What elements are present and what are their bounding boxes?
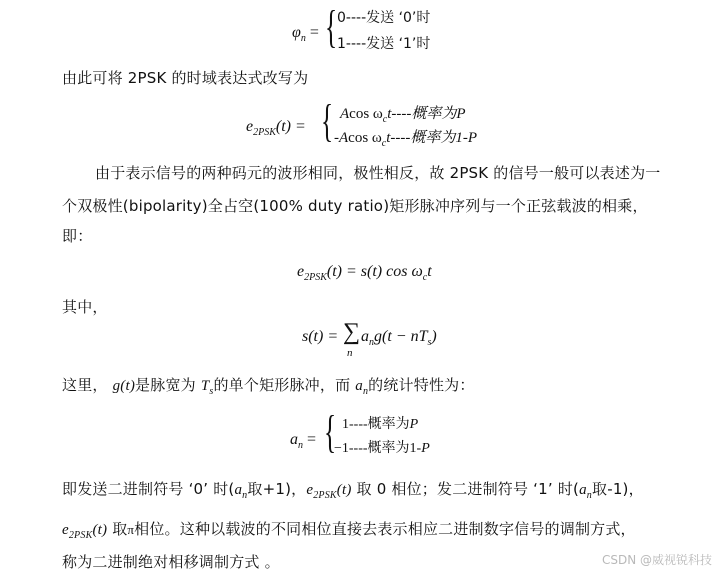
- para-phase-pi: $e_{2PSK}(t)$ 取π相位。这种以载波的不同相位直接去表示相应二进制数字信号的调制方式，: [62, 520, 636, 541]
- para-here: 这里， g(t)是脉宽为 $T_s$的单个矩形脉冲，而 $a_n$的统计特性为：: [62, 376, 475, 397]
- para-send-zero-one: 即发送二进制符号 ‘0’ 时($a_n$取+1)，$e_{2PSK}(t)$ 取 0 相位；发二进制符号 ‘1’ 时($a_n$取-1)，: [62, 480, 644, 501]
- eq-phi-line2: 1----发送 ‘1’时: [337, 36, 431, 52]
- watermark: CSDN @威视锐科技: [601, 553, 712, 567]
- eq-an-line1: 1----概率为P: [342, 417, 419, 432]
- para-absolute-psk: 称为二进制绝对相移调制方式 。: [62, 553, 280, 571]
- eq-e2psk-line1: Acos $\omega_ct----$概率为P: [340, 106, 466, 125]
- para-bipolar-l1: 由于表示信号的两种码元的波形相同，极性相反，故 2PSK 的信号一般可以表述为一: [95, 164, 661, 182]
- para-bipolar-l3: 即：: [62, 227, 93, 245]
- eq-product: $e_{2PSK}(t) = s(t)$ $\cos \omega_ct$: [297, 263, 432, 283]
- eq-e2psk-lhs: $e_{2PSK}(t)$ =: [246, 118, 306, 138]
- eq-phi-brace: {: [325, 1, 338, 52]
- eq-sum-sigma-sub: n: [347, 347, 353, 359]
- eq-e2psk-brace: {: [321, 95, 334, 146]
- eq-e2psk-line2: -Acos $\omega_ct----$概率为1-P: [334, 130, 478, 149]
- eq-an-line2: −1----概率为1-P: [334, 441, 430, 456]
- para-where: 其中，: [62, 298, 108, 316]
- eq-sum-rhs: $a_ng(t - nT_s)$: [361, 328, 437, 348]
- para-bipolar-l2: 个双极性(bipolarity)全占空(100% duty ratio)矩形脉冲序列与一个正弦载波的相乘，: [62, 197, 648, 215]
- eq-sum-lhs: s(t) =: [302, 328, 339, 345]
- eq-phi-lhs: $\varphi_n$ =: [292, 24, 319, 44]
- eq-sum-sigma: ∑: [343, 319, 361, 345]
- eq-an-brace: {: [324, 406, 337, 457]
- eq-phi-line1: 0----发送 ‘0’时: [337, 10, 431, 26]
- eq-an-lhs: $a_n$ =: [290, 431, 317, 451]
- para-intro: 由此可将 2PSK 的时域表达式改写为: [62, 69, 309, 87]
